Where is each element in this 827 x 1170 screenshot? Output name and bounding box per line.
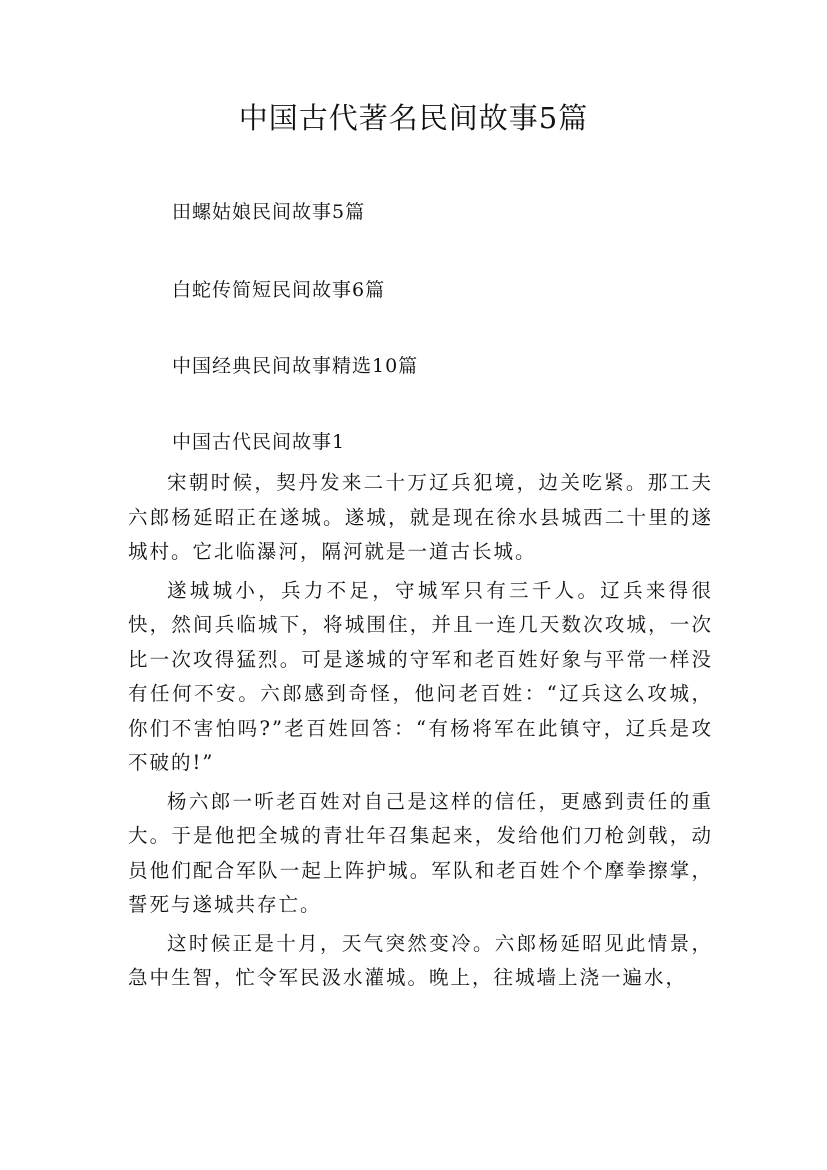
related-link-2[interactable]: 白蛇传简短民间故事6篇 [172, 279, 386, 301]
story-heading: 中国古代民间故事1 [172, 431, 346, 453]
related-link-3[interactable]: 中国经典民间故事精选10篇 [172, 355, 419, 377]
story-body [128, 466, 713, 1000]
paragraph-4: 这时候正是十月，天气突然变冷。六郎杨延昭见此情景，急中生智，忙令军民汲水灌城。晚上，往城墙上浇一遍水， [128, 931, 713, 989]
paragraph-3: 杨六郎一听老百姓对自己是这样的信任，更感到责任的重大。于是他把全城的青壮年召集起来，发给他们刀枪剑戟，动员他们配合军队一起上阵护城。军队和老百姓个个摩拳擦掌，誓死与遂城共存亡。 [128, 789, 713, 916]
document-title: 中国古代著名民间故事5篇 [238, 101, 589, 135]
paragraph-2: 遂城城小，兵力不足，守城军只有三千人。辽兵来得很快，然间兵临城下，将城围住，并且一连几天数次攻城，一次比一次攻得猛烈。可是遂城的守军和老百姓好象与平常一样没有任何不安。六郎感到奇怪，他问老百姓：“辽兵这么攻城，你们不害怕吗?”老百姓回答：“有杨将军在此镇守，辽兵是攻不破的!” [128, 578, 713, 774]
paragraph-1: 宋朝时候，契丹发来二十万辽兵犯境，边关吃紧。那工夫六郎杨延昭正在遂城。遂城，就是现在徐水县城西二十里的遂城村。它北临瀑河，隔河就是一道古长城。 [128, 471, 713, 563]
related-link-1[interactable]: 田螺姑娘民间故事5篇 [172, 201, 366, 223]
